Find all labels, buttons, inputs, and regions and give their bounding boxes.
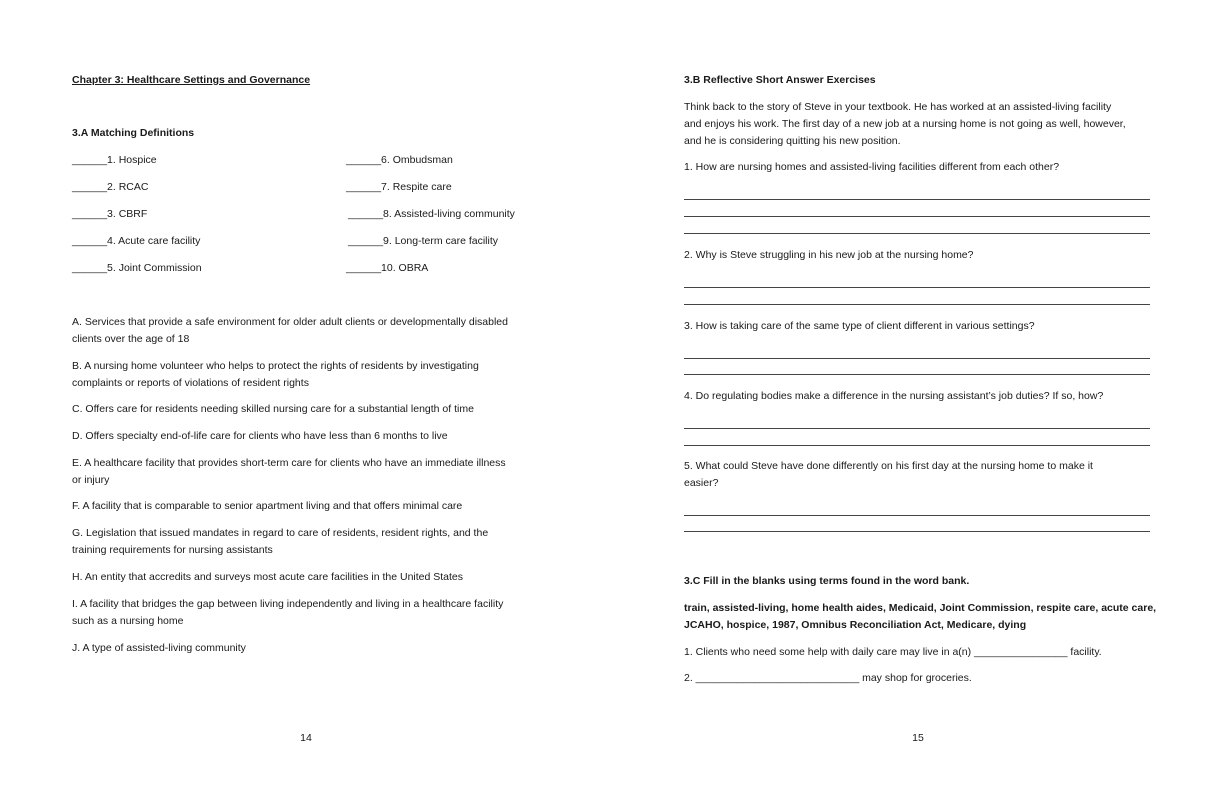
definition-h — [72, 569, 463, 586]
chapter-title: Chapter 3: Healthcare Settings and Governance — [72, 74, 311, 86]
word-bank-line: JCAHO, hospice, 1987, Omnibus Reconciliation Act, Medicare, dying — [684, 619, 1027, 631]
right-page — [612, 0, 1224, 792]
question-4: 4. Do regulating bodies make a difference in the nursing assistant’s job duties? If so, how? — [684, 390, 1104, 402]
definition-line: or injury — [72, 474, 110, 486]
definition-line: H. An entity that accredits and surveys most acute care facilities in the United States — [72, 571, 464, 583]
matching-term: ______3. CBRF — [72, 208, 148, 220]
question-line: 5. What could Steve have done differently on his first day at the nursing home to make it — [684, 460, 1093, 472]
word-bank — [684, 600, 1156, 634]
answer-line[interactable] — [684, 445, 1150, 446]
intro-line: and he is considering quitting his new position. — [684, 135, 901, 147]
definition-line: G. Legislation that issued mandates in regard to care of residents, resident rights, and the — [72, 527, 489, 539]
definition-line: E. A healthcare facility that provides short-term care for clients who have an immediate illness — [72, 457, 506, 469]
definition-line: complaints or reports of violations of resident rights — [72, 377, 309, 389]
definition-i — [72, 596, 503, 630]
matching-term: ______2. RCAC — [72, 181, 149, 193]
definition-line: training requirements for nursing assistants — [72, 544, 273, 556]
section-c-title: 3.C Fill in the blanks using terms found in the word bank. — [684, 575, 970, 587]
answer-line[interactable] — [684, 531, 1150, 532]
page-number: 15 — [912, 732, 924, 744]
definition-line: D. Offers specialty end-of-life care for clients who have less than 6 months to live — [72, 430, 448, 442]
question-1: 1. How are nursing homes and assisted-living facilities different from each other? — [684, 161, 1060, 173]
page-number: 14 — [300, 732, 312, 744]
intro-line: Think back to the story of Steve in your textbook. He has worked at an assisted-living facility — [684, 101, 1112, 113]
definition-line: I. A facility that bridges the gap between living independently and living in a healthcare facility — [72, 598, 504, 610]
fill-item-1: 1. Clients who need some help with daily care may live in a(n) ________________ facility. — [684, 646, 1102, 658]
section-b-title: 3.B Reflective Short Answer Exercises — [684, 74, 876, 86]
answer-line[interactable] — [684, 358, 1150, 359]
definition-c — [72, 401, 474, 418]
answer-line[interactable] — [684, 199, 1150, 200]
definition-j — [72, 640, 246, 657]
question-5 — [684, 458, 1093, 492]
matching-term: ______6. Ombudsman — [346, 154, 453, 166]
definition-line: B. A nursing home volunteer who helps to protect the rights of residents by investigating — [72, 360, 479, 372]
definition-a — [72, 314, 508, 348]
answer-line[interactable] — [684, 304, 1150, 305]
definition-line: C. Offers care for residents needing skilled nursing care for a substantial length of time — [72, 403, 474, 415]
definition-line: J. A type of assisted-living community — [72, 642, 246, 654]
definition-line: such as a nursing home — [72, 615, 184, 627]
question-3: 3. How is taking care of the same type of client different in various settings? — [684, 320, 1035, 332]
definition-line: clients over the age of 18 — [72, 333, 190, 345]
definition-f — [72, 498, 462, 515]
answer-line[interactable] — [684, 233, 1150, 234]
word-bank-line: train, assisted-living, home health aides, Medicaid, Joint Commission, respite care, acute care, — [684, 602, 1157, 614]
intro-paragraph — [684, 99, 1126, 150]
question-2: 2. Why is Steve struggling in his new job at the nursing home? — [684, 249, 974, 261]
definition-b — [72, 358, 479, 392]
definition-e — [72, 455, 506, 489]
matching-term: ______8. Assisted-living community — [348, 208, 515, 220]
definition-d — [72, 428, 448, 445]
answer-line[interactable] — [684, 428, 1150, 429]
definition-line: A. Services that provide a safe environment for older adult clients or developmentally disabled — [72, 316, 508, 328]
matching-term: ______10. OBRA — [346, 262, 429, 274]
matching-term: ______4. Acute care facility — [72, 235, 201, 247]
answer-line[interactable] — [684, 216, 1150, 217]
fill-item-2: 2. ____________________________ may shop for groceries. — [684, 672, 972, 684]
answer-line[interactable] — [684, 515, 1150, 516]
intro-line: and enjoys his work. The first day of a new job at a nursing home is not going as well, however, — [684, 118, 1126, 130]
matching-term: ______9. Long-term care facility — [348, 235, 498, 247]
matching-term: ______1. Hospice — [72, 154, 157, 166]
definition-line: F. A facility that is comparable to senior apartment living and that offers minimal care — [72, 500, 463, 512]
answer-line[interactable] — [684, 374, 1150, 375]
matching-term: ______5. Joint Commission — [72, 262, 202, 274]
definition-g — [72, 525, 488, 559]
question-line: easier? — [684, 477, 719, 489]
matching-term: ______7. Respite care — [346, 181, 452, 193]
answer-line[interactable] — [684, 287, 1150, 288]
section-a-title: 3.A Matching Definitions — [72, 127, 195, 139]
